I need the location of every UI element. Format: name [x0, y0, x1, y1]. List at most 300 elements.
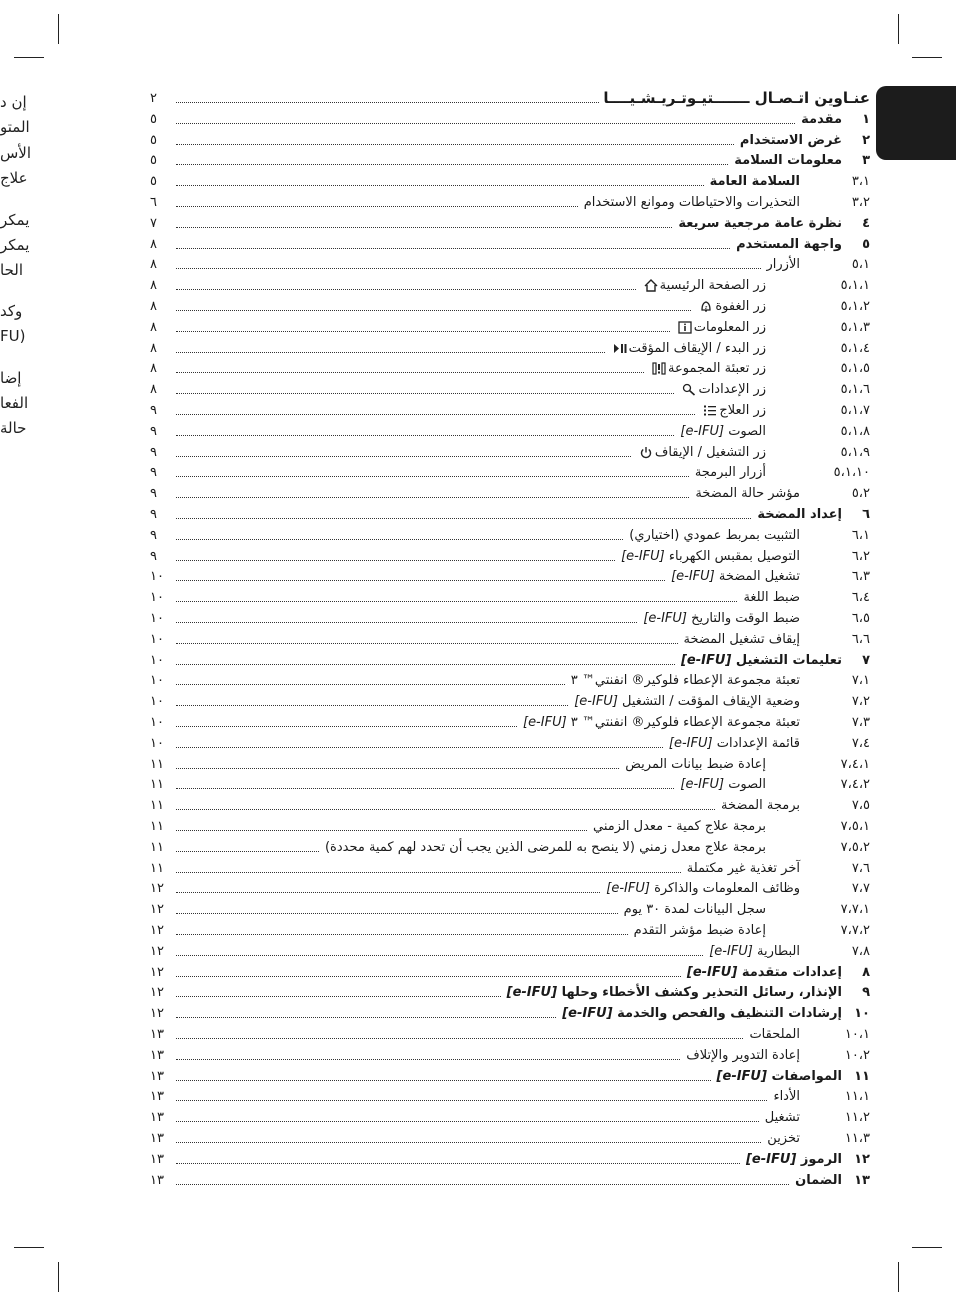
toc-entry-page: ٩	[150, 527, 157, 543]
toc-entry-number: ٥،١،٨	[840, 423, 870, 439]
toc-entry-number: ٩	[862, 985, 870, 1001]
toc-entry-page: ١١	[150, 798, 164, 814]
leader-dots	[176, 506, 751, 519]
toc-entry[interactable]	[150, 691, 870, 712]
leader-dots	[176, 381, 674, 394]
leader-dots	[176, 1047, 680, 1060]
leader-dots	[176, 548, 615, 561]
toc-entry-label	[678, 424, 770, 439]
leader-dots	[176, 1172, 789, 1185]
toc-entry-number: ٧،٤	[851, 735, 870, 751]
crop-mark	[912, 57, 942, 58]
toc-entry-text: الضمان	[795, 1172, 842, 1188]
table-of-contents	[150, 87, 870, 1190]
toc-entry[interactable]	[150, 671, 870, 692]
toc-entry[interactable]	[150, 587, 870, 608]
leader-dots	[176, 527, 623, 540]
toc-title-row	[150, 87, 870, 109]
leader-dots	[176, 839, 319, 852]
toc-entry-label	[744, 1152, 842, 1167]
list-icon	[701, 403, 719, 418]
leader-dots	[176, 1026, 743, 1039]
leader-dots	[176, 672, 565, 685]
leader-dots	[176, 132, 734, 145]
toc-entry-number: ٥،١،٤	[840, 340, 870, 356]
crop-mark	[14, 57, 44, 58]
toc-entry[interactable]	[150, 941, 870, 962]
e-ifu-tag: [e-IFU]	[671, 569, 719, 585]
e-ifu-tag: [e-IFU]	[606, 881, 655, 897]
info-icon	[676, 320, 694, 335]
leader-dots	[176, 173, 704, 186]
toc-entry[interactable]	[150, 733, 870, 754]
toc-entry[interactable]	[150, 1149, 870, 1170]
toc-entry-text: نظرة عامة مرجعية سريعة	[678, 215, 842, 231]
toc-entry-text: تخزين	[767, 1130, 800, 1146]
leader-dots	[176, 589, 737, 602]
toc-entry-number: ٧،٦	[851, 860, 870, 876]
toc-entry-number: ١٠	[854, 1006, 870, 1022]
toc-entry[interactable]	[150, 816, 870, 837]
leader-dots	[176, 652, 675, 665]
toc-entry[interactable]	[150, 483, 870, 504]
toc-entry-page: ٨	[150, 299, 157, 315]
toc-entry[interactable]	[150, 920, 870, 941]
toc-entry-page: ٨	[150, 319, 157, 335]
toc-entry-label	[667, 736, 800, 751]
toc-entry-text: غرض الاستخدام	[739, 132, 842, 148]
prime-icon	[650, 361, 668, 376]
toc-entry-number: ٥،١،٦	[840, 382, 870, 398]
toc-title-page: ٢	[150, 90, 157, 106]
toc-entry-label	[695, 299, 770, 314]
toc-entry-label	[640, 278, 770, 293]
power-icon	[637, 445, 655, 460]
toc-entry-label	[622, 902, 770, 917]
toc-entry-label	[641, 611, 800, 626]
side-fragment: حالة	[0, 419, 27, 437]
leader-dots	[176, 1068, 711, 1081]
toc-entry-page: ١٢	[150, 922, 164, 938]
crop-mark	[58, 14, 59, 44]
leader-dots	[176, 464, 689, 477]
toc-entry-page: ٩	[150, 486, 157, 502]
toc-entry-label	[738, 133, 842, 148]
toc-entry-number: ١١،٣	[844, 1130, 870, 1146]
toc-entry-page: ١٢	[150, 985, 164, 1001]
leader-dots	[176, 444, 631, 457]
toc-entry-text: إيقاف تشغيل المضخة	[683, 631, 800, 647]
toc-entry-page: ١٣	[150, 1151, 164, 1167]
toc-entry[interactable]	[150, 1170, 870, 1191]
toc-entry-page: ٥	[150, 111, 157, 127]
toc-entry-number: ٦،٣	[851, 569, 870, 585]
side-fragment: الفعا	[0, 394, 29, 412]
toc-entry-page: ١٠	[150, 694, 164, 710]
toc-entry-text: زر العلاج	[719, 403, 766, 419]
toc-entry-text: الأداء	[773, 1089, 800, 1105]
settings-icon	[680, 382, 698, 397]
toc-entry-number: ٧،٥،٢	[840, 839, 870, 855]
leader-dots	[176, 1005, 556, 1018]
crop-mark	[912, 1247, 942, 1248]
toc-entry-label	[765, 257, 800, 272]
toc-entry-number: ٣،١	[851, 174, 870, 190]
leader-dots	[176, 1088, 767, 1101]
toc-entry-number: ٥،١،١٠	[833, 465, 870, 481]
toc-entry-text: وظائف المعلومات والذاكرة	[654, 881, 800, 897]
toc-entry-number: ٧،٢	[851, 694, 870, 710]
toc-entry-number: ٦،٦	[851, 631, 870, 647]
crop-mark	[14, 1247, 44, 1248]
leader-dots	[176, 340, 605, 353]
toc-entry-number: ٧،١	[851, 673, 870, 689]
toc-entry-number: ١١،٢	[844, 1110, 870, 1126]
toc-entry-text: سجل البيانات لمدة ٣٠ يوم	[623, 902, 766, 918]
toc-entry-page: ٨	[150, 257, 157, 273]
toc-entry-number: ٤	[862, 215, 870, 231]
toc-entry-page: ٩	[150, 444, 157, 460]
crop-mark	[58, 1262, 59, 1292]
toc-entry-page: ٩	[150, 548, 157, 564]
toc-entry[interactable]	[150, 1128, 870, 1149]
toc-entry-text: إعدادات متقدمة	[741, 964, 842, 980]
toc-entry-page: ٦	[150, 195, 157, 211]
leader-dots	[176, 943, 703, 956]
toc-entry-number: ٧،٥	[851, 798, 870, 814]
toc-entry-label	[632, 923, 770, 938]
crop-mark	[898, 1262, 899, 1292]
toc-entry-text: التثبيت بمربط عمودي (اختياري)	[629, 527, 800, 543]
leader-dots	[176, 194, 578, 207]
toc-entry-number: ٨	[862, 964, 870, 980]
toc-entry-text: برمجة علاج معدل زمني (لا ينصح به للمرضى الذين يجب أن تحدد لهم كمية محددة)	[324, 839, 766, 855]
leader-dots	[176, 860, 681, 873]
toc-entry-number: ٧،٤،٢	[840, 777, 870, 793]
toc-entry-page: ١٣	[150, 1068, 164, 1084]
toc-entry[interactable]	[150, 567, 870, 588]
toc-entry-page: ٨	[150, 236, 157, 252]
toc-entry-number: ٣،٢	[851, 195, 870, 211]
toc-entry[interactable]	[150, 546, 870, 567]
toc-entry-text: زر المعلومات	[693, 319, 766, 335]
leader-dots	[176, 1109, 759, 1122]
toc-entry-text: أزرار البرمجة	[694, 465, 766, 481]
toc-entry-text: قائمة الإعدادات	[716, 735, 800, 751]
toc-entry-label	[674, 320, 770, 335]
toc-entry[interactable]	[150, 234, 870, 255]
toc-entry[interactable]	[150, 1024, 870, 1045]
toc-entry-text: تشغيل	[764, 1110, 800, 1126]
toc-entry-label	[734, 237, 842, 252]
toc-entry-text: زر الغفوة	[715, 299, 766, 315]
toc-entry-number: ٦	[862, 507, 870, 523]
e-ifu-tag: [e-IFU]	[506, 985, 562, 1001]
toc-entry-text: معلومات السلامة	[734, 153, 842, 169]
toc-entry-text: زر التشغيل / الإيقاف	[654, 444, 766, 460]
play-pause-icon	[611, 341, 629, 356]
toc-entry-page: ١١	[150, 818, 164, 834]
toc-entry-label	[765, 1131, 800, 1146]
side-fragment: FU)	[0, 327, 26, 345]
toc-entry-number: ١١	[854, 1068, 870, 1084]
toc-entry-page: ٧	[150, 215, 157, 231]
toc-entry[interactable]	[150, 1066, 870, 1087]
toc-entry-text: الأزرار	[766, 257, 800, 273]
home-icon	[642, 278, 660, 293]
toc-entry[interactable]	[150, 192, 870, 213]
toc-entry-label	[572, 694, 800, 709]
toc-entry[interactable]	[150, 1086, 870, 1107]
toc-entry-number: ١٣	[854, 1172, 870, 1188]
toc-entry-label	[732, 153, 842, 168]
toc-entry-text: الرموز	[800, 1151, 842, 1167]
toc-entry-label	[604, 881, 800, 896]
toc-entry-text: السلامة العامة	[709, 174, 800, 190]
toc-entry-text: ضبط اللغة	[743, 590, 800, 606]
toc-entry-text: تشغيل المضخة	[718, 569, 800, 585]
toc-entry-page: ١١	[150, 860, 164, 876]
toc-entry-label	[560, 1006, 842, 1021]
e-ifu-tag: [e-IFU]	[574, 694, 623, 710]
toc-entry-page: ١٣	[150, 1047, 164, 1063]
toc-entry-number: ٧،٧،٢	[840, 922, 870, 938]
toc-entry[interactable]	[150, 442, 870, 463]
e-ifu-tag: [e-IFU]	[709, 943, 757, 959]
toc-entry-page: ١٢	[150, 1006, 164, 1022]
toc-entry-text: واجهة المستخدم	[736, 236, 842, 252]
toc-title: عنـاوين اتـصـال ـــــــتيـوتـريـشـيــــا	[603, 89, 870, 107]
toc-entry-label	[521, 715, 800, 730]
side-fragment: وكد	[0, 302, 23, 320]
toc-entry-text: تعليمات التشغيل	[735, 652, 842, 668]
toc-entry[interactable]	[150, 754, 870, 775]
toc-entry-label	[707, 944, 800, 959]
toc-entry[interactable]	[150, 795, 870, 816]
toc-entry-text: برمجة المضخة	[721, 798, 800, 814]
leader-dots	[176, 776, 674, 789]
leader-dots	[176, 277, 636, 290]
toc-entry-page: ٥	[150, 174, 157, 190]
toc-entry-label	[609, 341, 770, 356]
svg-text:z: z	[705, 305, 708, 312]
leader-dots	[176, 693, 568, 706]
toc-entry[interactable]	[150, 359, 870, 380]
toc-entry-page: ١٠	[150, 569, 164, 585]
toc-entry-text: المواصفات	[771, 1068, 842, 1084]
toc-entry-text: إرشادات التنظيف والفحص والخدمة	[617, 1006, 842, 1022]
toc-entry-number: ٥،١،٩	[840, 444, 870, 460]
toc-entry[interactable]	[150, 338, 870, 359]
toc-rows	[150, 109, 870, 1190]
toc-entry-number: ٧،٧	[851, 881, 870, 897]
toc-entry-number: ٢	[862, 132, 870, 148]
toc-entry-text: آخر تغذية غير مكتملة	[686, 860, 800, 876]
leader-dots	[176, 423, 674, 436]
toc-entry-label	[685, 965, 842, 980]
leader-dots	[176, 485, 689, 498]
toc-entry-number: ٧،٤،١	[840, 756, 870, 772]
leader-dots	[176, 984, 501, 997]
toc-entry[interactable]	[150, 421, 870, 442]
toc-entry-page: ١٣	[150, 1130, 164, 1146]
e-ifu-tag: [e-IFU]	[745, 1151, 801, 1167]
toc-entry-number: ٥،٢	[851, 486, 870, 502]
toc-entry[interactable]	[150, 650, 870, 671]
toc-entry-label	[747, 1027, 800, 1042]
toc-entry[interactable]	[150, 504, 870, 525]
toc-entry-text: التحذيرات والاحتياطات وموانع الاستخدام	[583, 195, 800, 211]
toc-entry-number: ٥	[862, 236, 870, 252]
toc-entry-number: ٧،٥،١	[840, 818, 870, 834]
toc-entry-label	[699, 403, 770, 418]
toc-entry-label	[741, 590, 800, 605]
leader-dots	[176, 360, 644, 373]
toc-entry[interactable]	[150, 213, 870, 234]
toc-entry-label	[569, 673, 800, 688]
language-tab	[876, 86, 956, 160]
toc-entry-number: ٥،١،٥	[840, 361, 870, 377]
toc-entry-page: ٨	[150, 361, 157, 377]
toc-entry-label	[676, 216, 842, 231]
leader-dots	[176, 236, 730, 249]
leader-dots	[176, 215, 672, 228]
toc-entry-label	[685, 861, 800, 876]
toc-entry[interactable]	[150, 1003, 870, 1024]
toc-entry[interactable]	[150, 962, 870, 983]
toc-entry[interactable]	[150, 171, 870, 192]
toc-entry-text: إعادة ضبط بيانات المريض	[625, 756, 766, 772]
leader-dots	[176, 402, 695, 415]
toc-entry-page: ١٠	[150, 673, 164, 689]
toc-entry-page: ١٠	[150, 652, 164, 668]
toc-entry-text: برمجة علاج كمية - معدل الزمني	[593, 818, 766, 834]
toc-entry-text: زر الإعدادات	[698, 382, 766, 398]
toc-entry-label	[684, 1048, 800, 1063]
side-fragment: المتو	[0, 118, 30, 136]
toc-entry-text: تعبئة مجموعة الإعطاء فلوكير® انفنتي™ ٣	[570, 673, 800, 689]
toc-entry-number: ٧،٨	[851, 943, 870, 959]
leader-dots	[176, 111, 795, 124]
toc-entry-label	[693, 486, 800, 501]
toc-entry-number: ٦،٤	[851, 590, 870, 606]
toc-entry-text: زر البدء / الإيقاف المؤقت	[628, 340, 766, 356]
toc-entry-page: ١٠	[150, 590, 164, 606]
toc-entry-text: الإنذار، رسائل التحذير وكشف الأخطاء وحلها	[561, 985, 842, 1001]
toc-entry-label	[799, 112, 842, 127]
toc-entry-number: ٧،٧،١	[840, 902, 870, 918]
leader-dots	[176, 714, 517, 727]
toc-entry-number: ١١،١	[844, 1089, 870, 1105]
toc-entry-text: مؤشر حالة المضخة	[695, 486, 800, 502]
toc-entry[interactable]	[150, 858, 870, 879]
toc-entry-text: الصوت	[728, 423, 766, 439]
leader-dots	[176, 880, 600, 893]
toc-entry-page: ٩	[150, 465, 157, 481]
toc-entry-text: تعبئة مجموعة الإعطاء فلوكير® انفنتي™ ٣	[570, 715, 800, 730]
toc-entry-page: ١٢	[150, 881, 164, 897]
toc-entry-text: وضعية الإيقاف المؤقت / التشغيل	[622, 694, 800, 710]
toc-entry[interactable]	[150, 775, 870, 796]
toc-entry[interactable]	[150, 130, 870, 151]
toc-entry-page: ٨	[150, 382, 157, 398]
e-ifu-tag: [e-IFU]	[668, 735, 717, 751]
toc-entry-page: ٩	[150, 507, 157, 523]
side-fragment: الحا	[0, 261, 23, 279]
toc-entry[interactable]	[150, 317, 870, 338]
toc-entry-label	[627, 528, 800, 543]
toc-entry-label	[505, 985, 842, 1000]
toc-entry[interactable]	[150, 1107, 870, 1128]
toc-entry-page: ١٠	[150, 611, 164, 627]
leader-dots	[176, 901, 618, 914]
toc-entry-label	[648, 361, 770, 376]
toc-entry[interactable]	[150, 899, 870, 920]
toc-entry-number: ٦،١	[851, 527, 870, 543]
toc-entry-page: ١٣	[150, 1110, 164, 1126]
toc-entry[interactable]	[150, 255, 870, 276]
toc-entry[interactable]	[150, 712, 870, 733]
toc-entry-number: ١	[862, 111, 870, 127]
toc-entry[interactable]	[150, 608, 870, 629]
toc-entry[interactable]	[150, 837, 870, 858]
leader-dots	[176, 922, 628, 935]
toc-entry-label	[323, 840, 770, 855]
toc-entry-number: ٣	[862, 153, 870, 169]
toc-entry-page: ١١	[150, 756, 164, 772]
toc-entry-label	[793, 1173, 842, 1188]
leader-dots	[176, 964, 681, 977]
e-ifu-tag: [e-IFU]	[562, 1006, 618, 1022]
leader-dots	[176, 319, 670, 332]
toc-entry-label	[623, 757, 770, 772]
toc-entry-text: زر الصفحة الرئيسية	[659, 278, 766, 294]
toc-entry[interactable]	[150, 379, 870, 400]
e-ifu-tag: [e-IFU]	[522, 715, 571, 730]
toc-entry-page: ٨	[150, 278, 157, 294]
e-ifu-tag: [e-IFU]	[686, 964, 742, 980]
toc-entry[interactable]	[150, 1045, 870, 1066]
toc-entry[interactable]	[150, 151, 870, 172]
toc-entry-text: مقدمة	[801, 111, 842, 127]
toc-entry-label	[678, 382, 770, 397]
side-fragment: علاج	[0, 169, 28, 187]
toc-entry[interactable]	[150, 400, 870, 421]
toc-entry-text: التوصيل بمقبس الكهرباء	[668, 548, 800, 564]
toc-entry-text: ضبط الوقت والتاريخ	[691, 611, 800, 627]
toc-entry-page: ١٠	[150, 631, 164, 647]
toc-entry[interactable]	[150, 275, 870, 296]
leader-dots	[176, 90, 599, 103]
toc-entry[interactable]	[150, 878, 870, 899]
toc-entry[interactable]	[150, 629, 870, 650]
toc-entry-number: ١٠،١	[844, 1026, 870, 1042]
toc-entry[interactable]	[150, 109, 870, 130]
toc-entry-label	[755, 507, 842, 522]
leader-dots	[176, 756, 619, 769]
toc-entry-label	[582, 195, 800, 210]
toc-entry[interactable]	[150, 982, 870, 1003]
toc-entry[interactable]	[150, 525, 870, 546]
toc-entry-number: ١٠،٢	[844, 1047, 870, 1063]
toc-entry-number: ٦،٥	[851, 611, 870, 627]
bell-icon	[697, 299, 715, 314]
toc-entry[interactable]	[150, 463, 870, 484]
leader-dots	[176, 1151, 740, 1164]
toc-entry[interactable]	[150, 296, 870, 317]
toc-entry-label	[678, 777, 770, 792]
toc-entry-label	[635, 445, 770, 460]
